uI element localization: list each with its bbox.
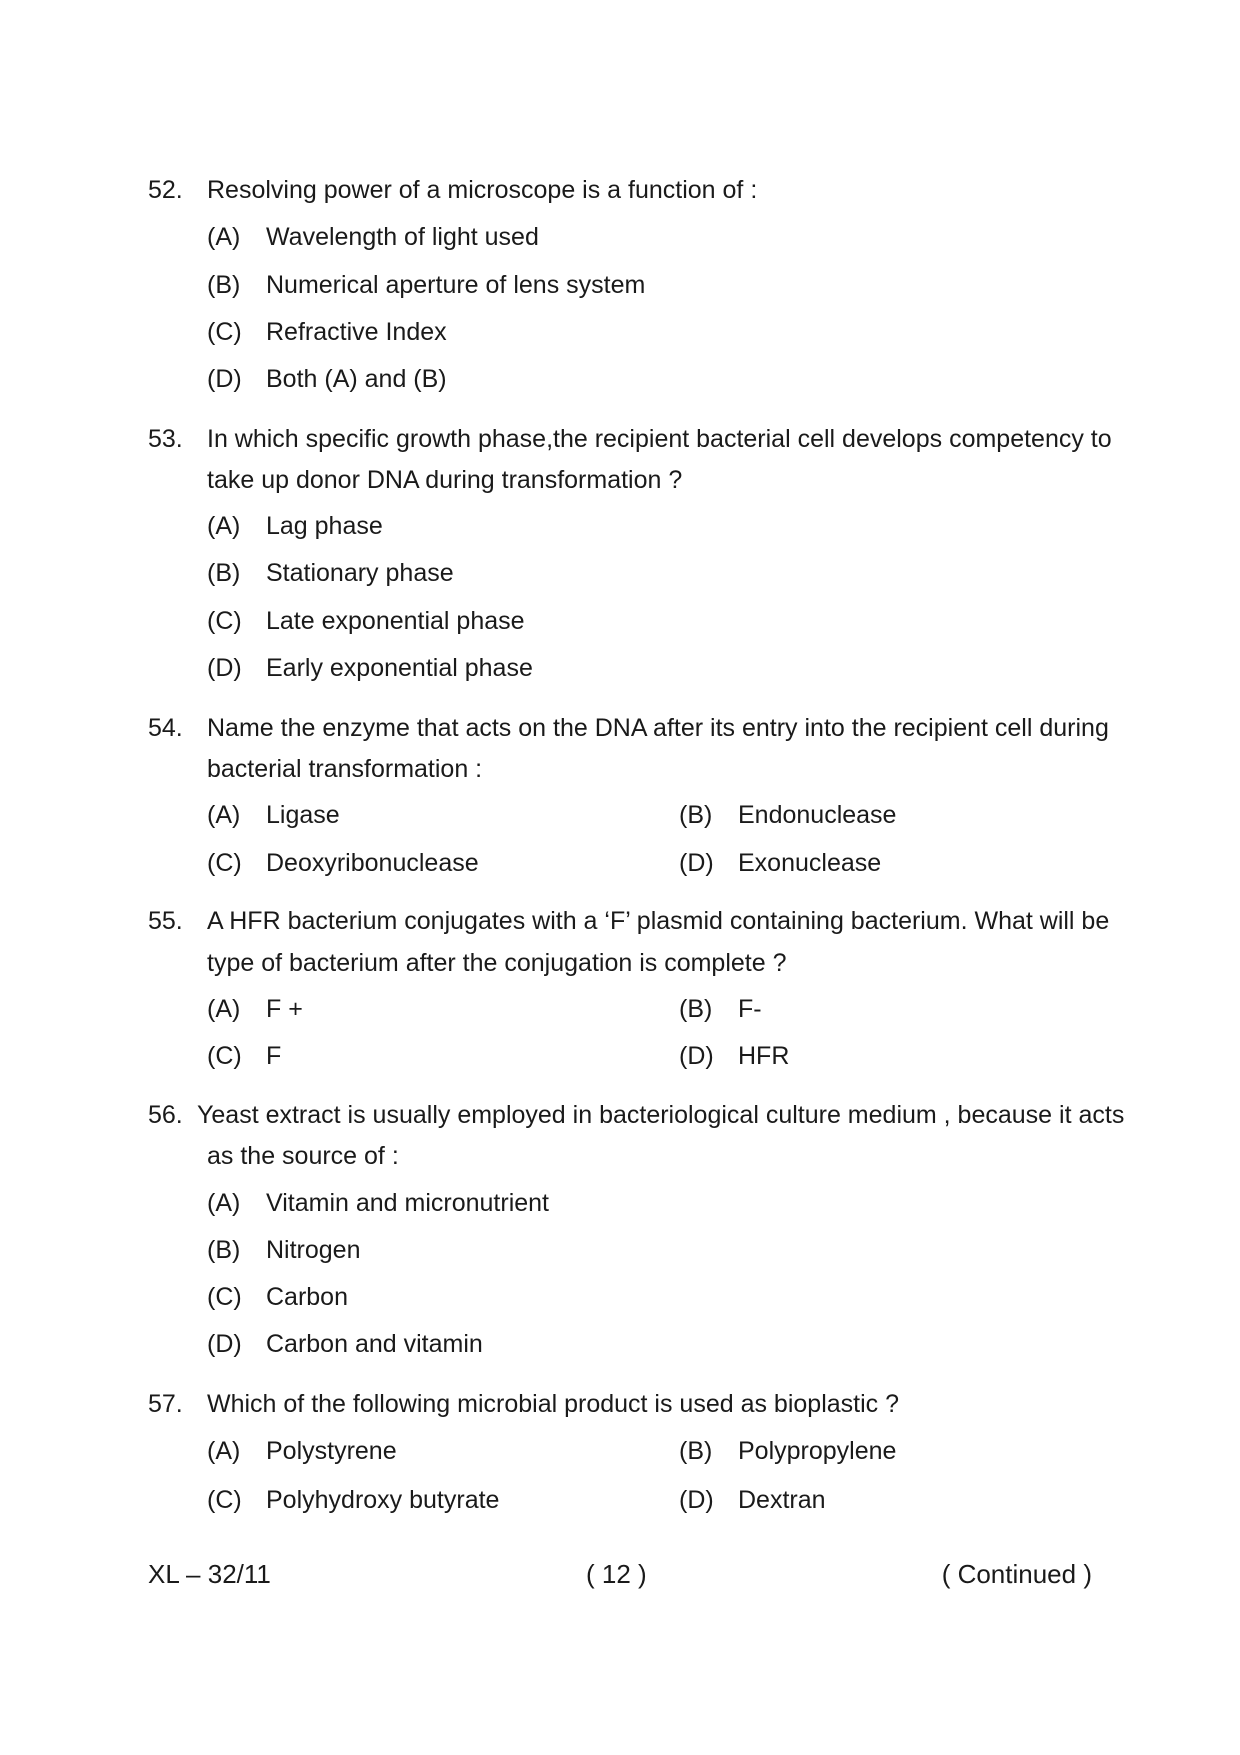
option-text: Nitrogen: [266, 1236, 361, 1264]
option-text: Early exponential phase: [266, 654, 533, 682]
option-label: (B): [207, 271, 241, 299]
option-text: Vitamin and micronutrient: [266, 1189, 550, 1217]
option-text: Carbon and vitamin: [266, 1330, 483, 1358]
question-text: Resolving power of a microscope is a function of :: [207, 176, 758, 204]
option-label: (B): [679, 1437, 713, 1465]
question-text: type of bacterium after the conjugation is complete ?: [207, 949, 787, 977]
question-number: 56.: [148, 1101, 183, 1129]
page-number: ( 12 ): [586, 1559, 647, 1589]
question-number: 53.: [148, 425, 183, 453]
option-label: (A): [207, 1189, 241, 1217]
question-text: Name the enzyme that acts on the DNA after its entry into the recipient cell during: [207, 714, 1109, 742]
option-label: (A): [207, 1437, 241, 1465]
option-text: F +: [266, 995, 303, 1023]
option-label: (A): [207, 995, 241, 1023]
option-label: (D): [679, 1486, 714, 1514]
option-text: Polyhydroxy butyrate: [266, 1486, 500, 1514]
option-text: F: [266, 1042, 282, 1070]
option-text: Wavelength of light used: [266, 223, 539, 251]
option-text: Both (A) and (B): [266, 365, 447, 393]
question-number: 55.: [148, 907, 183, 935]
option-text: Dextran: [738, 1486, 826, 1514]
option-label: (B): [207, 559, 241, 587]
option-text: Ligase: [266, 801, 340, 829]
option-text: Lag phase: [266, 512, 383, 540]
option-text: Endonuclease: [738, 801, 897, 829]
option-label: (D): [679, 849, 714, 877]
option-label: (D): [679, 1042, 714, 1070]
question-text: A HFR bacterium conjugates with a ‘F’ plasmid containing bacterium. What will be: [207, 907, 1110, 935]
option-label: (C): [207, 849, 242, 877]
option-text: Carbon: [266, 1283, 348, 1311]
option-label: (C): [207, 607, 242, 635]
option-text: F-: [738, 995, 762, 1023]
option-label: (B): [679, 801, 713, 829]
question-text: take up donor DNA during transformation ?: [207, 466, 683, 494]
question-number: 52.: [148, 176, 183, 204]
question-text: bacterial transformation :: [207, 755, 483, 783]
option-label: (D): [207, 654, 242, 682]
option-label: (D): [207, 1330, 242, 1358]
option-text: HFR: [738, 1042, 790, 1070]
question-number: 57.: [148, 1390, 183, 1418]
option-label: (C): [207, 1042, 242, 1070]
option-text: Numerical aperture of lens system: [266, 271, 646, 299]
continued-label: ( Continued ): [941, 1559, 1092, 1589]
question-text: as the source of :: [207, 1142, 399, 1170]
option-label: (C): [207, 1283, 242, 1311]
option-text: Late exponential phase: [266, 607, 525, 635]
option-label: (A): [207, 801, 241, 829]
option-text: Stationary phase: [266, 559, 454, 587]
option-label: (C): [207, 1486, 242, 1514]
option-label: (D): [207, 365, 242, 393]
option-text: Refractive Index: [266, 318, 447, 346]
option-text: Exonuclease: [738, 849, 882, 877]
option-text: Deoxyribonuclease: [266, 849, 479, 877]
option-label: (A): [207, 512, 241, 540]
question-text: In which specific growth phase,the recipient bacterial cell develops competency to: [207, 425, 1112, 453]
option-label: (C): [207, 318, 242, 346]
option-label: (B): [207, 1236, 241, 1264]
option-label: (B): [679, 995, 713, 1023]
paper-code: XL – 32/11: [148, 1559, 271, 1589]
question-text: Which of the following microbial product is used as bioplastic ?: [207, 1390, 900, 1418]
option-text: Polypropylene: [738, 1437, 897, 1465]
option-label: (A): [207, 223, 241, 251]
question-number: 54.: [148, 714, 183, 742]
option-text: Polystyrene: [266, 1437, 397, 1465]
question-text: Yeast extract is usually employed in bacteriological culture medium , because it acts: [197, 1101, 1125, 1129]
